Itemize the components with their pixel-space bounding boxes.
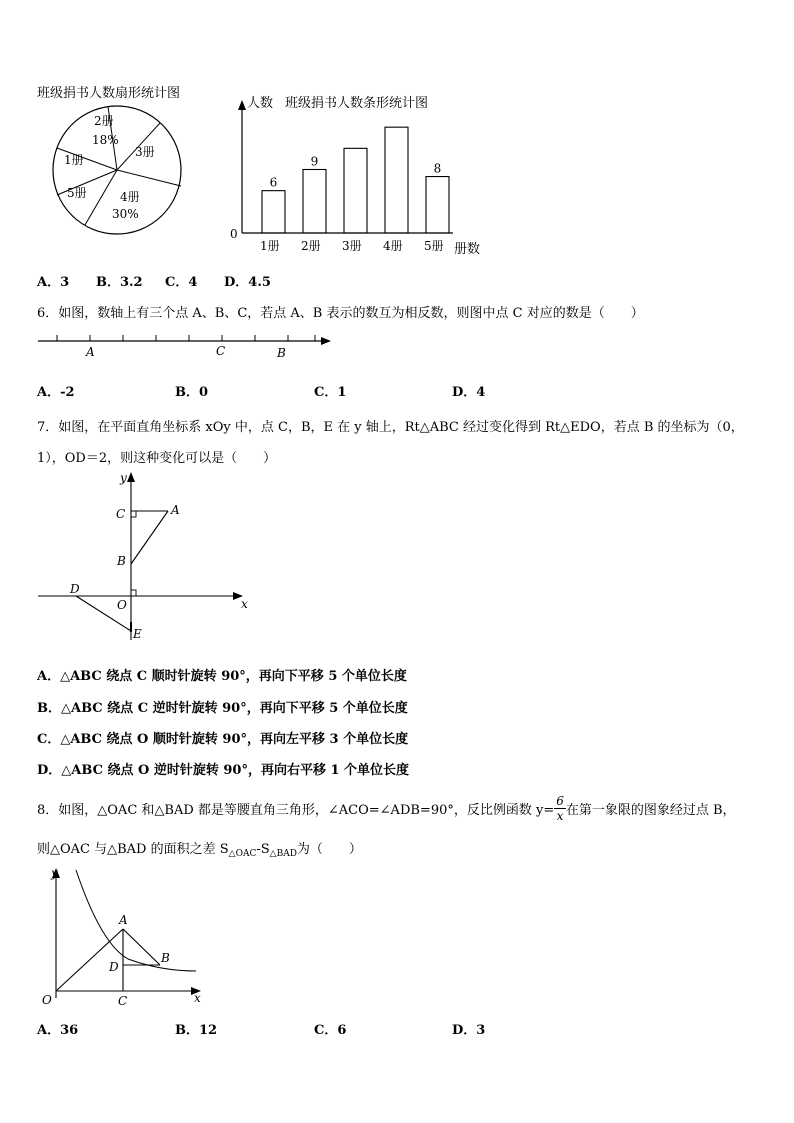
q8-text-a: 8．如图，△OAC 和△BAD 都是等腰直角三角形，∠ACO=∠ADB=90°，反比例函数 y= [37,803,555,818]
q6-question: 6．如图，数轴上有三个点 A、B、C，若点 A、B 表示的数互为相反数，则图中点 C 对应的数是（ ） [37,306,644,321]
q8-text-b: 在第一象限的图象经过点 B， [565,803,736,818]
pie-label: 18% [92,133,119,147]
point-label-d: D [109,960,119,974]
pie-label: 1册 [64,153,84,167]
number-line [36,330,336,360]
fraction [554,794,566,823]
q8-option-c[interactable]: C．6 [314,1023,347,1038]
axis-label-y: y [51,866,58,880]
q8-text-d: -S [256,842,270,857]
q5-option-b[interactable]: B．3.2 [96,275,143,290]
bar-category-label: 4册 [383,239,403,253]
point-label-a: A [171,503,180,517]
point-label-c: C [216,344,226,358]
point-label-b: B [117,554,126,568]
q7-option-c[interactable]: C．△ABC 绕点 O 顺时针旋转 90°，再向左平移 3 个单位长度 [37,732,409,747]
q8-question-line1 [37,794,736,823]
point-label-a: A [86,345,95,359]
q7-question-line2: 1），OD＝2，则这种变化可以是（ ） [37,451,277,466]
q6-option-a[interactable]: A．-2 [37,385,75,400]
point-label-b: B [277,346,286,360]
q8-text-c: 则△OAC 与△BAD 的面积之差 S [37,842,229,857]
q8-option-d[interactable]: D．3 [452,1023,486,1038]
point-label-c: C [118,994,128,1008]
q5-option-d[interactable]: D．4.5 [224,275,271,290]
point-label-d: D [70,582,80,596]
q7-figure [36,468,256,648]
q5-option-c[interactable]: C．4 [165,275,198,290]
axis-label-x: x [241,597,248,611]
bar-category-label: 3册 [342,239,362,253]
axis-label-x: x [194,991,201,1005]
q8-figure [36,864,216,1009]
point-label-e: E [133,627,142,641]
bar-value-label: 9 [310,154,319,169]
bar [303,170,326,234]
subscript: △BAD [269,849,297,859]
q7-option-b[interactable]: B．△ABC 绕点 C 逆时针旋转 90°，再向下平移 5 个单位长度 [37,701,408,716]
q7-option-a[interactable]: A．△ABC 绕点 C 顺时针旋转 90°，再向下平移 5 个单位长度 [37,669,407,684]
point-label-a: A [119,913,128,927]
pie-label: 3册 [135,145,155,159]
pie-label: 5册 [67,186,87,200]
bar [344,148,367,233]
bar-value-label: 6 [269,175,278,190]
pie-label: 2册 [94,114,114,128]
q6-option-d[interactable]: D．4 [452,385,486,400]
bar-chart [225,90,495,260]
fraction-numerator: 6 [556,794,564,808]
subscript: △OAC [228,849,257,859]
q8-option-b[interactable]: B．12 [175,1023,218,1038]
pie-label: 30% [112,207,139,221]
point-label-o: O [42,993,52,1007]
q6-option-b[interactable]: B．0 [175,385,209,400]
bar-category-label: 2册 [301,239,321,253]
bar-category-label: 5册 [424,239,444,253]
point-label-c: C [116,507,126,521]
bar-chart-origin: 0 [230,227,238,241]
q7-question-line1: 7．如图，在平面直角坐标系 xOy 中，点 C，B，E 在 y 轴上，Rt△ABC 经过变化得到 Rt△EDO，若点 B 的坐标为（0， [37,420,744,435]
bar [262,191,285,233]
q8-question-line2 [37,838,362,859]
q5-option-a[interactable]: A．3 [37,275,70,290]
q8-text-e: 为（ ） [296,842,362,857]
point-label-o: O [117,598,127,612]
pie-chart-title: 班级捐书人数扇形统计图 [37,86,181,101]
pie-label: 4册 [120,190,140,204]
bar-value-label: 8 [433,161,442,176]
bar [385,127,408,233]
bar [426,177,449,233]
fraction-denominator: x [556,809,564,823]
bar-chart-xlabel: 册数 [454,242,481,257]
pie-chart [50,103,190,243]
axis-label-y: y [120,471,127,485]
bar-chart-title: 班级捐书人数条形统计图 [285,96,429,111]
q8-option-a[interactable]: A．36 [37,1023,79,1038]
bar-chart-ylabel: 人数 [247,96,274,111]
point-label-b: B [161,951,170,965]
bar-category-label: 1册 [260,239,280,253]
q7-option-d[interactable]: D．△ABC 绕点 O 逆时针旋转 90°，再向右平移 1 个单位长度 [37,763,410,778]
q6-option-c[interactable]: C．1 [314,385,347,400]
